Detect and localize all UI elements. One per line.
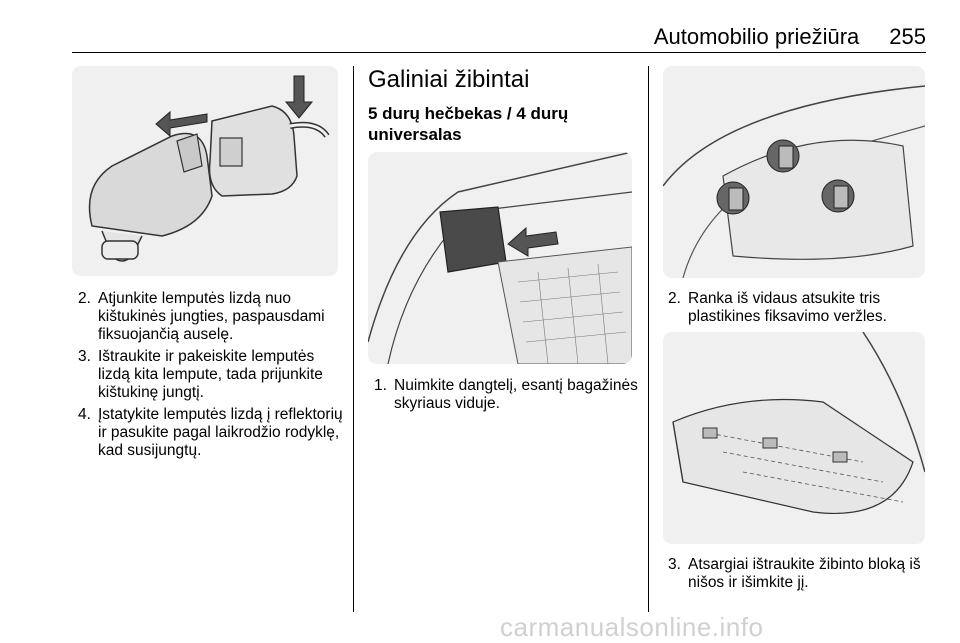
step-number: 3. <box>668 556 681 573</box>
step-text: Atjunkite lemputės lizdą nuo kištukinės jungties, paspausdami fiksuojančią auselę. <box>98 290 325 343</box>
nuts-illustration <box>663 66 925 278</box>
step-text: Įstatykite lemputės lizdą į reflektorių ir pasukite pagal laikrodžio rodyklę, kad susijungtų. <box>98 406 343 459</box>
step-text: Ištraukite ir pakeiskite lemputės lizdą kita lempute, tada prijunkite kištukinę jungtį. <box>98 348 323 401</box>
page-header-title: Automobilio priežiūra <box>653 24 860 49</box>
bulb-socket-drawing <box>72 66 338 276</box>
column-divider-1 <box>353 66 354 612</box>
trunk-cover-drawing <box>368 152 632 364</box>
taillight-removal-illustration <box>663 332 925 544</box>
step-col2-1 <box>374 377 639 413</box>
step-number: 3. <box>78 348 91 365</box>
step-number: 2. <box>78 290 91 307</box>
section-title: Galiniai žibintai <box>368 66 530 93</box>
step-number: 1. <box>374 377 387 394</box>
step-col3-2 <box>668 556 930 592</box>
step-col3-1 <box>668 290 930 326</box>
step-col1-1 <box>78 290 343 344</box>
nuts-drawing <box>663 66 925 278</box>
page-number: 255 <box>889 24 926 49</box>
section-subtitle: 5 durų hečbekas / 4 durų universalas <box>368 104 569 144</box>
column-divider-2 <box>648 66 649 612</box>
step-number: 4. <box>78 406 91 423</box>
page-header <box>654 24 926 52</box>
trunk-cover-illustration <box>368 152 632 364</box>
step-number: 2. <box>668 290 681 307</box>
header-divider <box>72 52 926 53</box>
watermark: carmanualsonline.info <box>500 612 764 642</box>
step-col1-3 <box>78 406 348 460</box>
step-col1-2 <box>78 348 343 402</box>
step-text: Atsargiai ištraukite žibinto bloką iš nišos ir išimkite jį. <box>688 556 921 591</box>
step-text: Nuimkite dangtelį, esantį bagažinės skyriaus viduje. <box>394 377 638 412</box>
taillight-removal-drawing <box>663 332 925 544</box>
bulb-socket-illustration <box>72 66 338 276</box>
step-text: Ranka iš vidaus atsukite tris plastikines fiksavimo veržles. <box>688 290 887 325</box>
